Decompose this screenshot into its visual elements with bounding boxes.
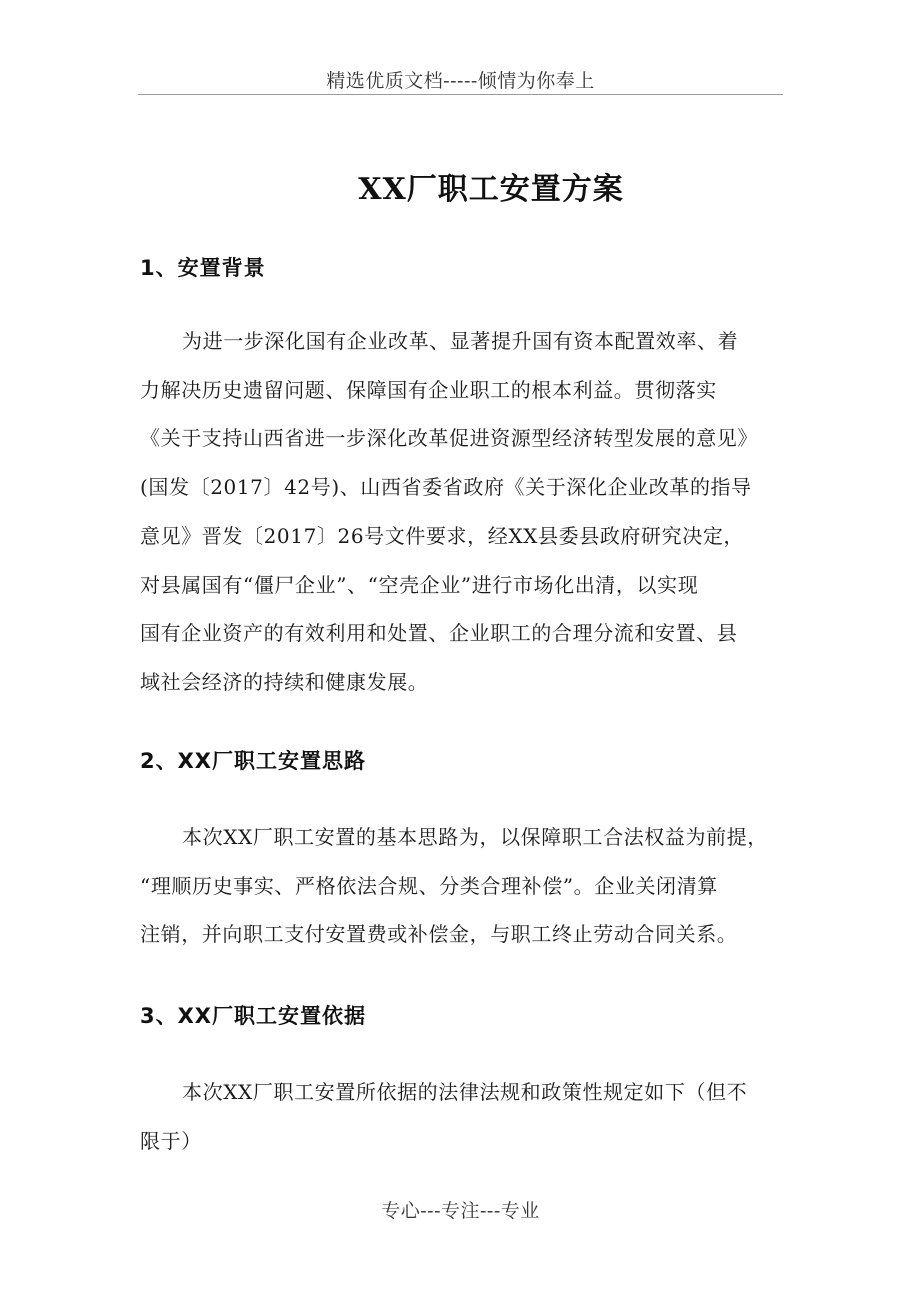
paragraph-line: 意见》晋发〔2017〕26号文件要求，经XX县委县政府研究决定， bbox=[140, 523, 745, 548]
paragraph-line: 为进一步深化国有企业改革、显著提升国有资本配置效率、着 bbox=[182, 329, 739, 353]
paragraph-line: (国发〔2017〕42号)、山西省委省政府《关于深化企业改革的指导 bbox=[140, 475, 752, 500]
paragraph-line: 国有企业资产的有效利用和处置、企业职工的合理分流和安置、县 bbox=[140, 621, 738, 646]
section-heading-basis: 3、XX厂职工安置依据 bbox=[140, 1004, 366, 1028]
document-title: XX厂职工安置方案 bbox=[358, 172, 624, 207]
page-header: 精选优质文档-----倾情为你奉上 bbox=[326, 70, 595, 92]
paragraph-line: 力解决历史遗留问题、保障国有企业职工的根本利益。贯彻落实 bbox=[140, 377, 717, 402]
paragraph-line: 本次XX厂职工安置的基本思路为，以保障职工合法权益为前提， bbox=[182, 825, 768, 849]
section-heading-background: 1、安置背景 bbox=[140, 256, 266, 280]
paragraph-line: 《关于支持山西省进一步深化改革促进资源型经济转型发展的意见》 bbox=[140, 426, 758, 451]
paragraph-line: 注销，并向职工支付安置费或补偿金，与职工终止劳动合同关系。 bbox=[140, 922, 738, 947]
paragraph-line: 对县属国有“僵尸企业”、“空壳企业”进行市场化出清，以实现 bbox=[140, 572, 699, 597]
paragraph-line: “理顺历史事实、严格依法合规、分类合理补偿”。企业关闭清算 bbox=[140, 873, 718, 898]
header-divider bbox=[138, 94, 783, 95]
section-heading-approach: 2、XX厂职工安置思路 bbox=[140, 749, 366, 773]
section-paragraph-background bbox=[140, 317, 800, 707]
section-paragraph-approach bbox=[140, 813, 800, 959]
paragraph-line: 限于） bbox=[140, 1128, 202, 1153]
paragraph-line: 域社会经济的持续和健康发展。 bbox=[140, 669, 429, 694]
section-paragraph-basis bbox=[140, 1068, 800, 1165]
page-footer: 专心---专注---专业 bbox=[381, 1200, 540, 1222]
paragraph-line: 本次XX厂职工安置所依据的法律法规和政策性规定如下（但不 bbox=[182, 1080, 748, 1104]
